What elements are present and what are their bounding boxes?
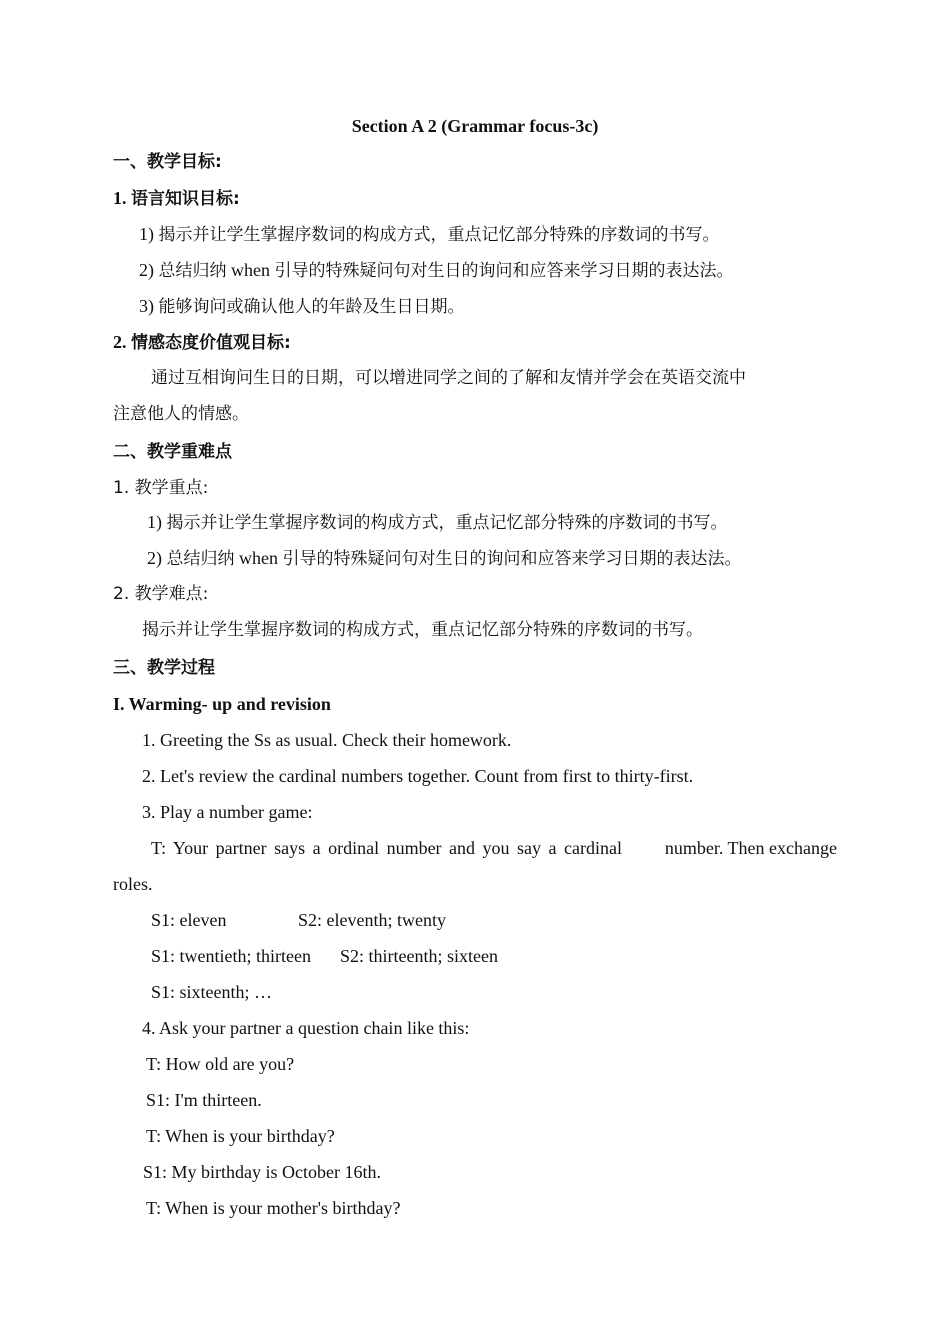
item-number: 2) xyxy=(147,548,162,568)
game-instruction-text-b: number. Then exchange xyxy=(664,838,837,858)
document-title: Section A 2 (Grammar focus-3c) xyxy=(351,116,599,136)
subheading-label: 语言知识目标: xyxy=(131,189,240,209)
item-text-post: 引导的特殊疑问句对生日的询问和应答来学习日期的表达法。 xyxy=(282,549,742,569)
key-point-item-1 xyxy=(147,510,728,535)
item-text: 能够询问或确认他人的年龄及生日日期。 xyxy=(158,297,465,317)
subheading-language-knowledge xyxy=(113,186,240,211)
paragraph-line-2: 注意他人的情感。 xyxy=(113,404,249,424)
subheading-number: 2. xyxy=(113,332,127,352)
section-heading-objectives: 一、教学目标: xyxy=(113,152,222,172)
item-text-en: when xyxy=(239,548,278,568)
item-number: 1) xyxy=(147,512,162,532)
dialogue-line-2: S1: I'm thirteen. xyxy=(146,1090,262,1110)
objective-item-1 xyxy=(139,222,720,247)
subheading-emotion-values xyxy=(113,330,291,355)
objective-item-2 xyxy=(139,258,734,283)
step-2: 2. Let's review the cardinal numbers together. Count from first to thirty-first. xyxy=(142,766,694,786)
step-4: 4. Ask your partner a question chain like this: xyxy=(142,1018,470,1038)
game-row-3-s1: S1: sixteenth; … xyxy=(151,982,272,1002)
section-heading-key-points: 二、教学重难点 xyxy=(113,442,232,462)
subheading-label: 情感态度价值观目标: xyxy=(131,333,291,353)
game-row-2-s1: S1: twentieth; thirteen xyxy=(151,946,311,966)
item-text-pre: 总结归纳 xyxy=(166,549,235,569)
item-number: 2) xyxy=(139,260,154,280)
game-instruction-line-1 xyxy=(151,836,837,860)
item-text-pre: 总结归纳 xyxy=(158,261,227,281)
item-number: 1) xyxy=(139,224,154,244)
step-3: 3. Play a number game: xyxy=(142,802,313,822)
paragraph-line-1: 通过互相询问生日的日期，可以增进同学之间的了解和友情并学会在英语交流中 xyxy=(151,368,746,388)
key-point-item-2 xyxy=(147,546,742,571)
section-heading-process: 三、教学过程 xyxy=(113,658,215,678)
difficult-points-label: 2. 教学难点: xyxy=(113,584,209,604)
objective-item-3 xyxy=(139,294,465,319)
game-row-1-s2: S2: eleventh; twenty xyxy=(298,910,446,930)
difficult-point-text: 揭示并让学生掌握序数词的构成方式，重点记忆部分特殊的序数词的书写。 xyxy=(142,620,703,640)
game-instruction-text-a: T: Your partner says a ordinal number and you say a cardinal xyxy=(151,838,622,858)
part-title-warming-up: I. Warming- up and revision xyxy=(113,694,331,714)
item-text: 揭示并让学生掌握序数词的构成方式，重点记忆部分特殊的序数词的书写。 xyxy=(158,225,720,245)
item-text: 揭示并让学生掌握序数词的构成方式，重点记忆部分特殊的序数词的书写。 xyxy=(166,513,728,533)
dialogue-line-4: S1: My birthday is October 16th. xyxy=(143,1162,381,1182)
item-text-en: when xyxy=(231,260,270,280)
dialogue-line-5: T: When is your mother's birthday? xyxy=(146,1198,401,1218)
item-number: 3) xyxy=(139,296,154,316)
subheading-number: 1. xyxy=(113,188,127,208)
game-row-1-s1: S1: eleven xyxy=(151,910,227,930)
dialogue-line-3: T: When is your birthday? xyxy=(146,1126,335,1146)
item-text-post: 引导的特殊疑问句对生日的询问和应答来学习日期的表达法。 xyxy=(274,261,734,281)
dialogue-line-1: T: How old are you? xyxy=(146,1054,295,1074)
game-instruction-part-a xyxy=(151,836,637,860)
game-instruction-line-2: roles. xyxy=(113,874,153,894)
step-1: 1. Greeting the Ss as usual. Check their homework. xyxy=(142,730,512,750)
key-points-label: 1. 教学重点: xyxy=(113,478,209,498)
game-row-2-s2: S2: thirteenth; sixteen xyxy=(340,946,498,966)
